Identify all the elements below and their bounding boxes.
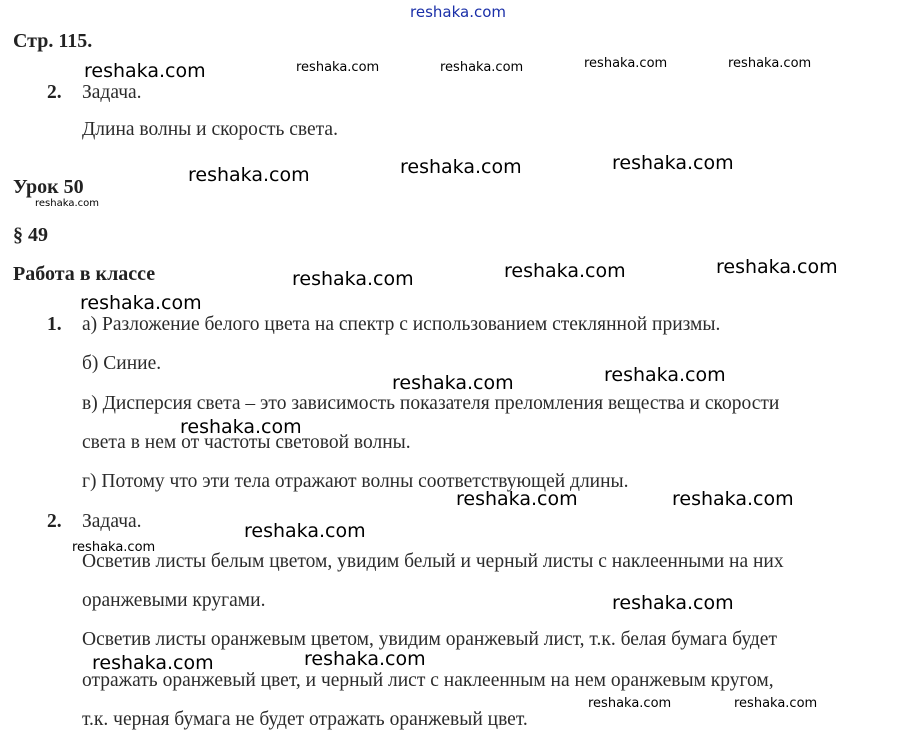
- watermark: reshaka.com: [35, 198, 99, 209]
- block1-number: 2.: [47, 82, 62, 103]
- task2-paragraph1-line2: оранжевыми кругами.: [82, 590, 266, 611]
- watermark: reshaka.com: [440, 60, 524, 75]
- task2-paragraph2-line1: Осветив листы оранжевым цветом, увидим оранжевый лист, т.к. белая бумага будет: [82, 629, 777, 650]
- watermark: reshaka.com: [92, 652, 214, 674]
- classwork-heading: Работа в классе: [13, 263, 156, 285]
- lesson-heading: Урок 50: [13, 176, 84, 198]
- watermark: reshaka.com: [296, 60, 380, 75]
- watermark: reshaka.com: [734, 696, 818, 711]
- watermark: reshaka.com: [72, 540, 156, 555]
- watermark: reshaka.com: [612, 592, 734, 614]
- watermark: reshaka.com: [672, 488, 794, 510]
- watermark: reshaka.com: [504, 260, 626, 282]
- watermark: reshaka.com: [180, 416, 302, 438]
- block1-answer: Длина волны и скорость света.: [82, 119, 338, 140]
- watermark: reshaka.com: [244, 520, 366, 542]
- watermark: reshaka.com: [728, 56, 812, 71]
- watermark: reshaka.com: [584, 56, 668, 71]
- watermark: reshaka.com: [456, 488, 578, 510]
- task2-paragraph2-line2: отражать оранжевый цвет, и черный лист с наклеенным на нем оранжевым кругом,: [82, 670, 774, 691]
- task1-answer-a: а) Разложение белого цвета на спектр с использованием стеклянной призмы.: [82, 314, 721, 335]
- watermark: reshaka.com: [612, 152, 734, 174]
- task1-answer-v-line2: света в нем от частоты световой волны.: [82, 432, 411, 453]
- page-reference: Стр. 115.: [13, 30, 93, 52]
- task1-answer-b: б) Синие.: [82, 353, 162, 374]
- watermark: reshaka.com: [84, 60, 206, 82]
- watermark: reshaka.com: [188, 164, 310, 186]
- task1-number: 1.: [47, 314, 62, 335]
- task1-answer-g: г) Потому что эти тела отражают волны соответствующей длины.: [82, 471, 629, 492]
- task2-number: 2.: [47, 511, 62, 532]
- watermark: reshaka.com: [80, 292, 202, 314]
- block1-title: Задача.: [82, 82, 142, 103]
- watermark-top: reshaka.com: [410, 3, 506, 21]
- watermark: reshaka.com: [604, 364, 726, 386]
- task2-title: Задача.: [82, 511, 142, 532]
- watermark: reshaka.com: [716, 256, 838, 278]
- watermark: reshaka.com: [292, 268, 414, 290]
- watermark: reshaka.com: [392, 372, 514, 394]
- watermark: reshaka.com: [304, 648, 426, 670]
- section-heading: § 49: [13, 224, 48, 246]
- watermark: reshaka.com: [400, 156, 522, 178]
- task2-paragraph1-line1: Осветив листы белым цветом, увидим белый и черный листы с наклеенными на них: [82, 551, 784, 572]
- task1-answer-v-line1: в) Дисперсия света – это зависимость показателя преломления вещества и скорости: [82, 393, 780, 414]
- task2-paragraph2-line3: т.к. черная бумага не будет отражать оранжевый цвет.: [82, 709, 528, 730]
- watermark: reshaka.com: [588, 696, 672, 711]
